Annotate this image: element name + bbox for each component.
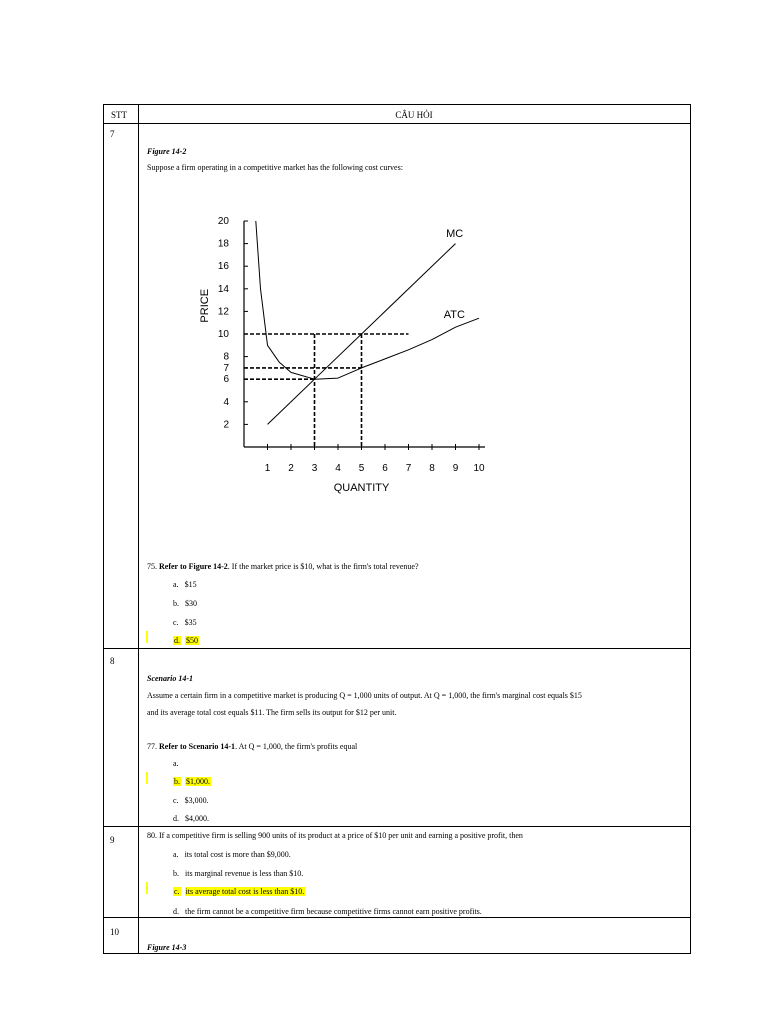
- x-tick-label: 8: [429, 463, 435, 474]
- row-number: 7: [110, 129, 115, 139]
- row-divider: [104, 826, 690, 827]
- header-stt: STT: [111, 110, 128, 120]
- scenario-text-line2: and its average total cost equals $11. The firm sells its output for $12 per unit.: [147, 708, 397, 717]
- row-divider: [104, 917, 690, 918]
- answer-marker: [146, 882, 148, 894]
- option-d[interactable]: d. the firm cannot be a competitive firm because competitive firms cannot earn positive profits.: [173, 907, 482, 916]
- option-b[interactable]: b. $30: [173, 599, 197, 608]
- x-tick-label: 4: [335, 463, 341, 474]
- y-tick-label: 4: [223, 396, 229, 408]
- y-tick-label: 2: [223, 419, 229, 431]
- x-tick-label: 7: [405, 463, 412, 474]
- header-divider: [104, 123, 690, 124]
- x-tick-label: 1: [264, 463, 271, 474]
- option-d-correct[interactable]: d. $50: [174, 636, 198, 645]
- answer-marker: [146, 631, 148, 643]
- option-c[interactable]: c. $35: [173, 618, 197, 627]
- y-tick-label: 14: [217, 283, 229, 295]
- row-number: 8: [110, 656, 115, 666]
- series-atc-line: [256, 221, 479, 379]
- row-number: 10: [110, 927, 119, 937]
- x-tick-label: 6: [382, 463, 388, 474]
- figure-label: Figure 14-3: [147, 943, 187, 952]
- figure-label: Figure 14-2: [147, 147, 187, 156]
- header-question: CÂU HỎI: [395, 110, 433, 120]
- x-tick-label: 5: [358, 463, 365, 474]
- option-b-correct[interactable]: b. $1,000.: [174, 777, 210, 786]
- y-tick-label: 12: [217, 306, 229, 318]
- questions-table: [103, 104, 691, 954]
- y-tick-label: 7: [223, 362, 229, 374]
- question-80: 80. If a competitive firm is selling 900 units of its product at a price of $10 per unit and earning a positive profit, then: [147, 831, 523, 840]
- x-tick-label: 10: [473, 463, 485, 474]
- x-tick-label: 2: [288, 463, 294, 474]
- option-a[interactable]: a. its total cost is more than $9,000.: [173, 850, 291, 859]
- option-d[interactable]: d. $4,000.: [173, 814, 209, 823]
- option-a[interactable]: a.: [173, 759, 179, 768]
- row-number: 9: [110, 835, 115, 845]
- y-tick-label: 8: [223, 351, 229, 363]
- y-tick-label: 20: [217, 216, 229, 227]
- scenario-text-line1: Assume a certain firm in a competitive market is producing Q = 1,000 units of output. At Q = 1,000, the firm's marginal cost equals $15: [147, 691, 582, 700]
- x-tick-label: 9: [452, 463, 459, 474]
- scenario-label: Scenario 14-1: [147, 674, 193, 683]
- option-b[interactable]: b. its marginal revenue is less than $10.: [173, 869, 304, 878]
- option-a[interactable]: a. $15: [173, 580, 197, 589]
- x-tick-label: 3: [311, 463, 318, 474]
- y-tick-label: 16: [217, 261, 229, 273]
- x-axis-label: QUANTITY: [333, 482, 390, 494]
- question-77: 77. Refer to Scenario 14-1. At Q = 1,000, the firm's profits equal: [147, 742, 358, 751]
- series-label-mc: MC: [446, 227, 464, 240]
- question-75: 75. Refer to Figure 14-2. If the market price is $10, what is the firm's total revenue?: [147, 562, 419, 571]
- y-axis-label: PRICE: [199, 288, 211, 323]
- option-c[interactable]: c. $3,000.: [173, 796, 209, 805]
- y-tick-label: 6: [223, 374, 229, 386]
- cost-curves-chart: [194, 213, 494, 503]
- question-intro: Suppose a firm operating in a competitive market has the following cost curves:: [147, 163, 403, 172]
- option-c-correct[interactable]: c. its average total cost is less than $10.: [174, 887, 305, 896]
- y-tick-label: 18: [217, 238, 229, 250]
- row-divider: [104, 648, 690, 649]
- y-tick-label: 10: [217, 329, 229, 340]
- series-label-atc: ATC: [443, 309, 465, 322]
- answer-marker: [146, 772, 148, 784]
